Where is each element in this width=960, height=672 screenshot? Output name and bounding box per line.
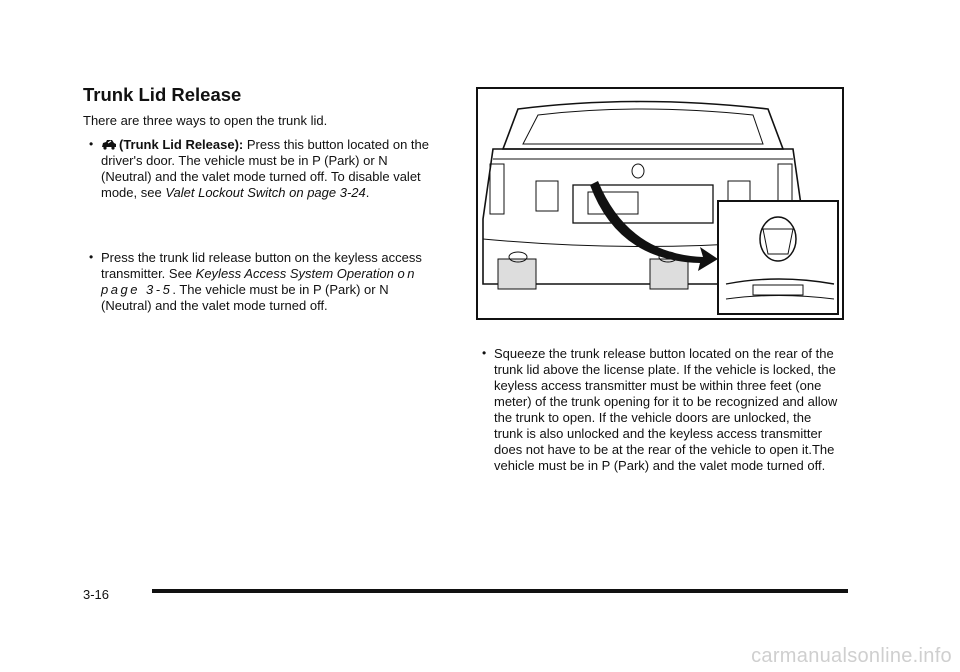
bullet-text-end: . The vehicle must be in P (Park) or N (Neutral) and the valet mode turned off. — [101, 282, 389, 313]
trunk-release-car-icon — [101, 139, 117, 150]
intro-text: There are three ways to open the trunk lid. — [83, 113, 328, 128]
section-title: Trunk Lid Release — [83, 84, 242, 105]
bullet-text: Press the trunk lid release button on the keyless access transmitter. See — [101, 250, 422, 281]
bullet-label: (Trunk Lid Release): — [119, 137, 244, 152]
cross-reference-page[interactable]: on page 3-5 — [101, 266, 417, 297]
bullet-dot: • — [89, 137, 94, 151]
bullet-dot: • — [482, 346, 487, 360]
bullet-item-keyless-transmitter — [89, 250, 441, 314]
bullet-dot: • — [89, 250, 94, 264]
watermark: carmanualsonline.info — [751, 645, 952, 667]
vehicle-rear-drawing — [478, 89, 842, 318]
bullet-text-end: . — [365, 185, 370, 200]
trunk-release-illustration — [476, 87, 844, 320]
footer-rule — [152, 589, 848, 593]
cross-reference-link[interactable]: Valet Lockout Switch on page 3-24 — [165, 185, 366, 200]
bullet-item-door-button — [89, 137, 441, 201]
bullet-item-trunk-button — [482, 346, 839, 474]
bullet-text: Squeeze the trunk release button located on the rear of the trunk lid above the license plate. If the vehicle is locked, the keyless access transmitter must be within three feet (one meter) of the trunk opening for it to be recognized and allow the trunk to open. If the vehicle doors are unlocked, the trunk is also unlocked and the keyless access transmitter does not have to be at the rear of the vehicle to open it.The vehicle must be in P (Park) and the valet mode turned off. — [494, 346, 838, 473]
bullet-text: Press this button located on the driver's door. The vehicle must be in P (Park) or N (Neutral) and the valet mode turned off. To disable valet mode, see — [101, 137, 429, 200]
page-number: 3-16 — [83, 587, 110, 602]
cross-reference-link[interactable]: Keyless Access System Operation — [195, 266, 394, 281]
